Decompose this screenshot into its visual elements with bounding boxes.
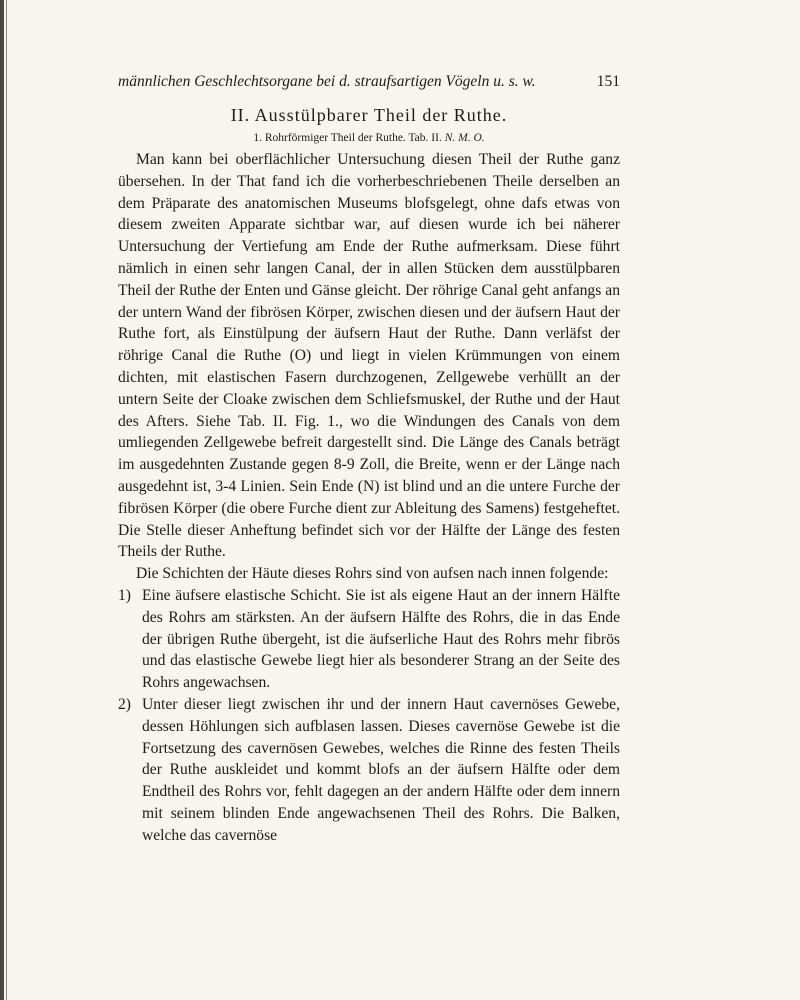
paragraph-2: Die Schichten der Häute dieses Rohrs sind von aufsen nach innen folgende: bbox=[136, 565, 609, 583]
paragraph-1: Man kann bei oberflächlicher Untersuchung diesen Theil der Ruthe ganz übersehen. In der That fand ich die vorherbeschriebenen Theile derselben an dem Präparate des anatomischen Museums blofsgelegt, ohne dafs etwas von diesem zweiten Apparate sichtbar war, auf diesen wurde ich bei näherer Untersuchung der Vertiefung am Ende der Ruthe aufmerksam. Diese führt nämlich in einen sehr langen Canal, der in allen Stücken dem ausstülpbaren Theil der Ruthe der Enten und Gänse gleicht. Der röhrige Canal geht anfangs an der untern Wand der fibrösen Körper, zwischen diesen und der äufsern Haut der Ruthe fort, als Einstülpung der äufsern Haut der Ruthe. Dann verläfst der röhrige Canal die Ruthe (O) und liegt in vielen Krümmungen von einem dichten, mit elastischen Fasern durchzogenen, Zellgewebe verhüllt an der untern Seite der Cloake zwischen dem Schliefsmuskel, der Ruthe und der Haut des Afters. Siehe Tab. II. Fig. 1., wo die Windungen des Canals von dem umliegenden Zellgewebe befreit dargestellt sind. Die Länge des Canals beträgt im ausgedehnten Zustande gegen 8-9 Zoll, die Breite, wenn er der Länge nach ausgedehnt ist, 3-4 Linien. Sein Ende (N) ist blind und an die untere Furche der fibrösen Körper (die obere Furche dient zur Ableitung des Samens) festgeheftet. Die Stelle dieser Anheftung befindet sich vor der Hälfte der Länge des festen Theils der Ruthe. bbox=[118, 151, 620, 561]
list-item-text: Eine äufsere elastische Schicht. Sie ist als eigene Haut an der innern Hälfte des Rohrs am stärksten. An der äufsern Hälfte des Rohrs, die in das Ende der übrigen Ruthe übergeht, ist die äufserliche Haut des Rohrs mehr fibrös und das elastische Gewebe liegt hier als besonderer Strang an der Seite des Rohrs angewachsen. bbox=[142, 586, 620, 692]
list-item-2 bbox=[118, 694, 620, 847]
page-edge-shadow bbox=[0, 0, 4, 1000]
list-item-1 bbox=[118, 585, 620, 694]
list-item-number: 1) bbox=[118, 586, 131, 604]
running-title: männlichen Geschlechtsorgane bei d. straufsartigen Vögeln u. s. w. bbox=[118, 73, 536, 90]
section-subtitle bbox=[118, 131, 620, 146]
list-item-number: 2) bbox=[118, 695, 131, 713]
page-number: 151 bbox=[596, 73, 620, 90]
list-item-text: Unter dieser liegt zwischen ihr und der innern Haut cavernöses Gewebe, dessen Höhlungen sich aufblasen lassen. Dieses cavernöse Gewebe ist die Fortsetzung des cavernösen Gewebes, welches die Rinne des festen Theils der Ruthe auskleidet und kommt blofs an der äufsern Hälfte oder dem Endtheil des Rohrs vor, fehlt dagegen an der andern Hälfte oder dem innern mit seinem blinden Ende angewachsenen Theil des Rohrs. Die Balken, welche das cavernöse bbox=[142, 695, 620, 844]
subtitle-figure-ref: N. M. O. bbox=[444, 132, 485, 144]
page-edge-line bbox=[6, 0, 7, 1000]
section-title: II. Ausstülpbarer Theil der Ruthe. bbox=[230, 105, 508, 125]
book-page bbox=[118, 72, 620, 847]
subtitle-text: 1. Rohrförmiger Theil der Ruthe. Tab. II. bbox=[253, 132, 442, 144]
running-head bbox=[118, 72, 620, 92]
body-text bbox=[118, 149, 620, 847]
